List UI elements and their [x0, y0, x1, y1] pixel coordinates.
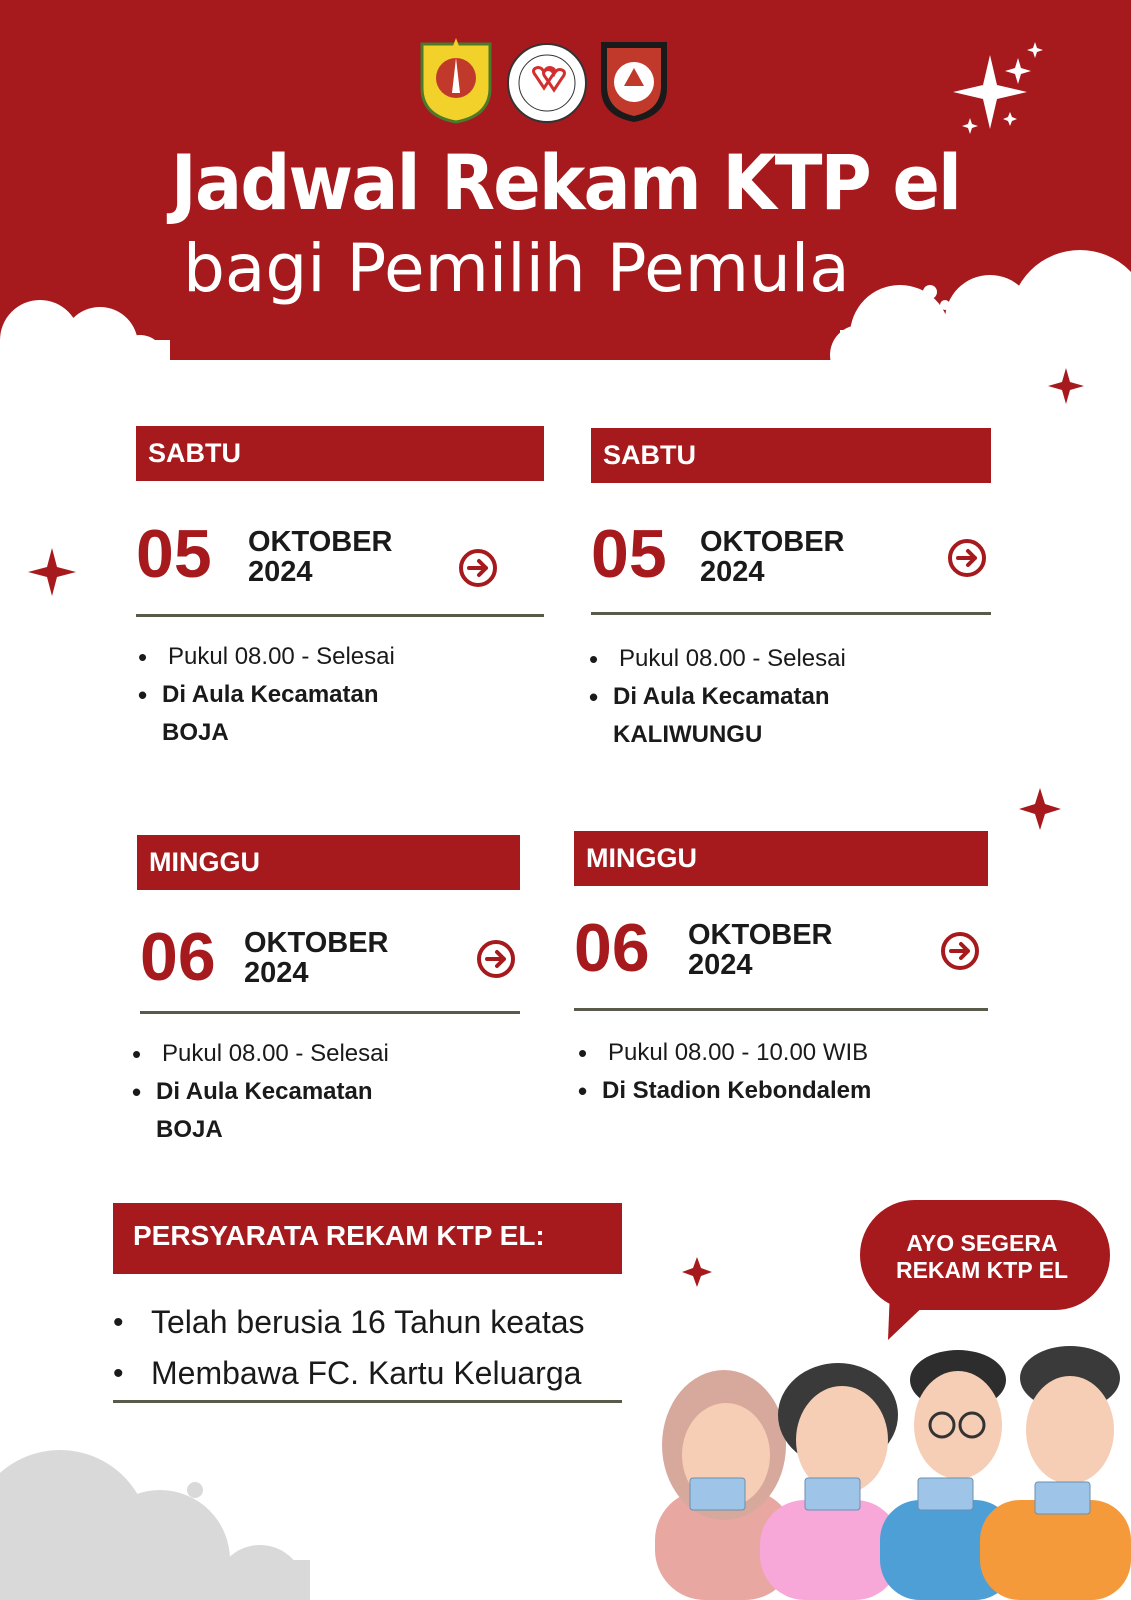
- requirements-list: [113, 1297, 585, 1399]
- page-title: Jadwal Rekam KTP el: [170, 138, 961, 227]
- divider: [591, 612, 991, 615]
- date-number: 06: [574, 910, 650, 986]
- place-item: • Di Stadion Kebondalem: [578, 1072, 998, 1110]
- month-year: [688, 920, 832, 980]
- time-item: • Pukul 08.00 - Selesai: [138, 638, 538, 676]
- month-year: [244, 928, 388, 988]
- page-subtitle: bagi Pemilih Pemula: [183, 230, 850, 307]
- call-to-action: [872, 1230, 1092, 1284]
- day-label: SABTU: [591, 428, 991, 483]
- card-details: [138, 638, 538, 752]
- time-item: • Pukul 08.00 - 10.00 WIB: [578, 1034, 998, 1072]
- time-item: • Pukul 08.00 - Selesai: [589, 640, 989, 678]
- card-details: [578, 1034, 998, 1110]
- date-number: 05: [591, 516, 667, 592]
- place-item: • Di Aula Kecamatan BOJA: [132, 1073, 532, 1149]
- kendal-regency-logo: [418, 38, 494, 124]
- requirement-item: • Membawa FC. Kartu Keluarga: [113, 1348, 585, 1399]
- card-details: [589, 640, 989, 754]
- day-label: MINGGU: [137, 835, 520, 890]
- year-label: 2024: [248, 556, 313, 588]
- date-number: 06: [140, 919, 216, 995]
- cta-line1: AYO SEGERA: [906, 1230, 1058, 1256]
- requirements-heading: PERSYARATA REKAM KTP EL:: [113, 1203, 622, 1274]
- year-label: 2024: [700, 556, 765, 588]
- divider: [574, 1008, 988, 1011]
- month-label: OKTOBER: [688, 919, 833, 951]
- kpu-logo: [597, 38, 671, 124]
- year-label: 2024: [244, 957, 309, 989]
- cta-line2: REKAM KTP EL: [895, 1257, 1069, 1283]
- requirement-item: • Telah berusia 16 Tahun keatas: [113, 1297, 585, 1348]
- dispendukcapil-logo: [506, 42, 588, 124]
- arrow-right-icon[interactable]: [940, 931, 980, 971]
- month-label: OKTOBER: [248, 526, 393, 558]
- month-year: [700, 527, 844, 587]
- day-label: SABTU: [136, 426, 544, 481]
- place-item: • Di Aula Kecamatan KALIWUNGU: [589, 678, 989, 754]
- day-label: MINGGU: [574, 831, 988, 886]
- divider: [140, 1011, 520, 1014]
- month-label: OKTOBER: [700, 526, 845, 558]
- year-label: 2024: [688, 949, 753, 981]
- divider: [136, 614, 544, 617]
- arrow-right-icon[interactable]: [476, 939, 516, 979]
- divider: [113, 1400, 622, 1403]
- date-number: 05: [136, 516, 212, 592]
- arrow-right-icon[interactable]: [458, 548, 498, 588]
- time-item: • Pukul 08.00 - Selesai: [132, 1035, 532, 1073]
- people-illustration: [655, 1346, 1131, 1600]
- place-item: • Di Aula Kecamatan BOJA: [138, 676, 538, 752]
- arrow-right-icon[interactable]: [947, 538, 987, 578]
- month-label: OKTOBER: [244, 927, 389, 959]
- card-details: [132, 1035, 532, 1149]
- month-year: [248, 527, 392, 587]
